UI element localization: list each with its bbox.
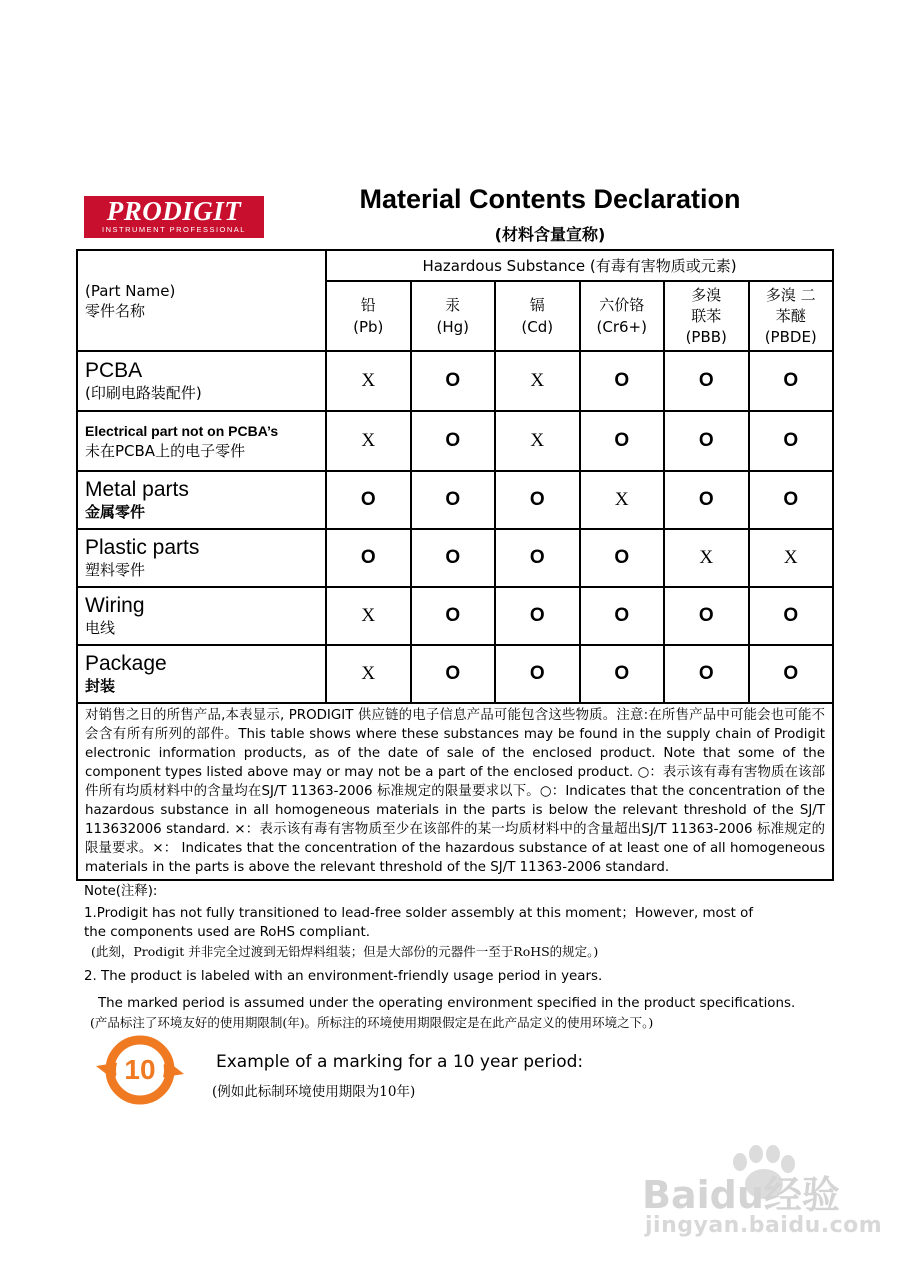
page-title: Material Contents Declaration	[359, 184, 741, 214]
mark-cell	[411, 411, 496, 471]
mark: O	[783, 663, 799, 684]
row-part-cn: 金属零件	[85, 503, 146, 521]
mark: O	[698, 489, 714, 510]
mark-cell	[326, 645, 411, 703]
mark-cell	[664, 471, 749, 529]
mark: O	[614, 370, 630, 391]
header-row	[77, 250, 833, 281]
mark-cell	[326, 411, 411, 471]
mark: X	[361, 663, 376, 684]
mark: O	[614, 663, 630, 684]
element-cn: 铅	[360, 296, 376, 314]
row-part-cn: 电线	[85, 619, 116, 637]
table-row	[77, 529, 833, 587]
element-en: (PBDE)	[764, 327, 817, 346]
row-part-cn: (印刷电路装配件)	[85, 384, 202, 402]
element-en: (Hg)	[436, 318, 469, 336]
table-row	[77, 645, 833, 703]
element-header	[749, 281, 834, 351]
mark-cell	[749, 351, 834, 411]
element-cn: 多溴 联苯	[691, 285, 722, 325]
example-text-en: Example of a marking for a 10 year period:	[216, 1052, 584, 1072]
mark: O	[445, 663, 461, 684]
mark-cell	[495, 587, 580, 645]
row-part	[77, 529, 326, 587]
mark: O	[445, 605, 461, 626]
mark: O	[529, 547, 545, 568]
table-row	[77, 411, 833, 471]
element-header	[495, 281, 580, 351]
mark-cell	[495, 645, 580, 703]
mark-cell	[326, 351, 411, 411]
mark: O	[360, 489, 376, 510]
mark-cell	[580, 645, 665, 703]
row-part	[77, 351, 326, 411]
row-part-en: Package	[85, 652, 167, 675]
mark-cell	[580, 471, 665, 529]
row-part	[77, 411, 326, 471]
mark: O	[783, 370, 799, 391]
mark-cell	[326, 471, 411, 529]
row-part-en: Metal parts	[85, 478, 189, 501]
declaration-table	[76, 249, 834, 881]
mark-cell	[664, 529, 749, 587]
mark-cell	[411, 471, 496, 529]
mark-cell	[749, 471, 834, 529]
element-cn: 六价铬	[599, 296, 645, 314]
row-part	[77, 471, 326, 529]
table-row	[77, 587, 833, 645]
example-text-cn: (例如此标制环境使用期限为10年)	[212, 1084, 416, 1100]
element-en: (PBB)	[685, 327, 727, 346]
notes-heading: Note(注释):	[84, 884, 158, 899]
mark: X	[361, 370, 376, 391]
mark-cell	[326, 587, 411, 645]
mark-cell	[495, 471, 580, 529]
mark-cell	[749, 587, 834, 645]
footnote-row	[77, 703, 833, 880]
logo-tagline: INSTRUMENT PROFESSIONAL	[102, 225, 246, 234]
mark: O	[783, 489, 799, 510]
mark: O	[698, 663, 714, 684]
mark-cell	[664, 645, 749, 703]
table-row	[77, 471, 833, 529]
mark-cell	[580, 411, 665, 471]
mark-cell	[326, 529, 411, 587]
element-header	[664, 281, 749, 351]
mark: O	[529, 663, 545, 684]
element-en: (Pb)	[353, 318, 384, 336]
row-part-en: Electrical part not on PCBA’s	[85, 423, 279, 439]
row-part	[77, 645, 326, 703]
element-header	[326, 281, 411, 351]
row-part-en: Wiring	[85, 594, 145, 617]
row-part-cn: 封装	[85, 677, 116, 695]
watermark-url: jingyan.baidu.com	[645, 1213, 883, 1238]
mark: O	[698, 370, 714, 391]
mark-cell	[580, 587, 665, 645]
mark-cell	[580, 529, 665, 587]
mark-cell	[749, 645, 834, 703]
mark: X	[361, 430, 376, 451]
mark-cell	[664, 587, 749, 645]
mark: O	[698, 430, 714, 451]
mark: X	[783, 547, 798, 568]
prodigit-logo	[84, 196, 264, 238]
eco-period-10-year-icon	[92, 1032, 188, 1108]
mark: O	[360, 547, 376, 568]
note-2-en: 2. The product is labeled with an environment-friendly usage period in years.	[84, 969, 603, 984]
element-cn: 汞	[445, 296, 461, 314]
mark-cell	[411, 645, 496, 703]
row-part	[77, 587, 326, 645]
mark: O	[614, 430, 630, 451]
mark-cell	[580, 351, 665, 411]
mark-cell	[495, 411, 580, 471]
note-2-cn: (产品标注了环境友好的使用期限制(年)。所标注的环境使用期限假定是在此产品定义的使用环境之下。)	[90, 1015, 654, 1030]
element-en: (Cr6+)	[596, 318, 647, 336]
mark-cell	[664, 411, 749, 471]
mark: X	[361, 605, 376, 626]
watermark-brand: Baidu经验	[642, 1173, 840, 1217]
logo-brand: PRODIGIT	[106, 196, 242, 226]
part-name-header	[77, 250, 326, 351]
part-name-cn: 零件名称	[85, 301, 146, 320]
mark: O	[445, 370, 461, 391]
element-header	[411, 281, 496, 351]
mark-cell	[749, 529, 834, 587]
mark-cell	[495, 529, 580, 587]
mark-cell	[411, 529, 496, 587]
note-1-en: 1.Prodigit has not fully transitioned to lead-free solder assembly at this moment；However, most of the components used are RoHS compliant.	[84, 906, 754, 940]
note-1-cn: (此刻，Prodigit 并非完全过渡到无铅焊料组装；但是大部份的元器件一至于RoHS的规定。)	[91, 944, 599, 959]
mark: X	[530, 370, 545, 391]
mark-cell	[495, 351, 580, 411]
row-part-en: Plastic parts	[85, 536, 200, 559]
table-row	[77, 351, 833, 411]
mark: X	[614, 489, 629, 510]
mark: O	[698, 605, 714, 626]
mark: O	[529, 605, 545, 626]
badge-number: 10	[124, 1054, 156, 1085]
mark: X	[530, 430, 545, 451]
mark-cell	[749, 411, 834, 471]
mark: O	[445, 430, 461, 451]
mark: O	[529, 489, 545, 510]
mark: O	[783, 430, 799, 451]
mark: O	[614, 547, 630, 568]
row-part-en: PCBA	[85, 359, 143, 382]
note-2-detail-en: The marked period is assumed under the operating environment specified in the product specifications.	[98, 996, 796, 1011]
mark-cell	[411, 351, 496, 411]
element-header	[580, 281, 665, 351]
element-cn: 多溴 二苯醚	[765, 285, 816, 325]
page-subtitle: (材料含量宣称)	[494, 225, 606, 244]
row-part-cn: 未在PCBA上的电子零件	[85, 442, 246, 460]
notes-section	[84, 882, 814, 1032]
mark: O	[445, 547, 461, 568]
mark-cell	[664, 351, 749, 411]
row-part-cn: 塑料零件	[85, 561, 146, 579]
mark: O	[445, 489, 461, 510]
part-name-en: (Part Name)	[85, 281, 176, 300]
mark: O	[783, 605, 799, 626]
hazardous-substance-header: Hazardous Substance (有毒有害物质或元素)	[326, 250, 833, 281]
element-cn: 镉	[529, 296, 545, 314]
mark-cell	[411, 587, 496, 645]
table-footnote: 对销售之日的所售产品,本表显示, PRODIGIT 供应链的电子信息产品可能包含这些物质。注意:在所售产品中可能会也可能不会含有所有所列的部件。This table shows where these substances may be found in the supply chain of Prodigit electronic information products, as of the date of sale of the enclosed product. Note that some of the component types listed above may or may not be a part of the enclosed product. ○：表示该有毒有害物质在该部件所有均质材料中的含量均在SJ/T 11363-2006 标准规定的限量要求以下。○：Indicates that the concentration of the hazardous substance in all homogeneous materials in the parts is below the relevant threshold of the SJ/T 113632006 standard. ×：表示该有毒有害物质至少在该部件的某一均质材料中的含量超出SJ/T 11363-2006 标准规定的限量要求。×： Indicates that the concentration of the hazardous substance of at least one of all homogeneous materials in the parts is above the relevant threshold of the SJ/T 11363-2006 standard.	[77, 703, 833, 880]
element-en: (Cd)	[521, 318, 554, 336]
mark: O	[614, 605, 630, 626]
mark: X	[699, 547, 714, 568]
